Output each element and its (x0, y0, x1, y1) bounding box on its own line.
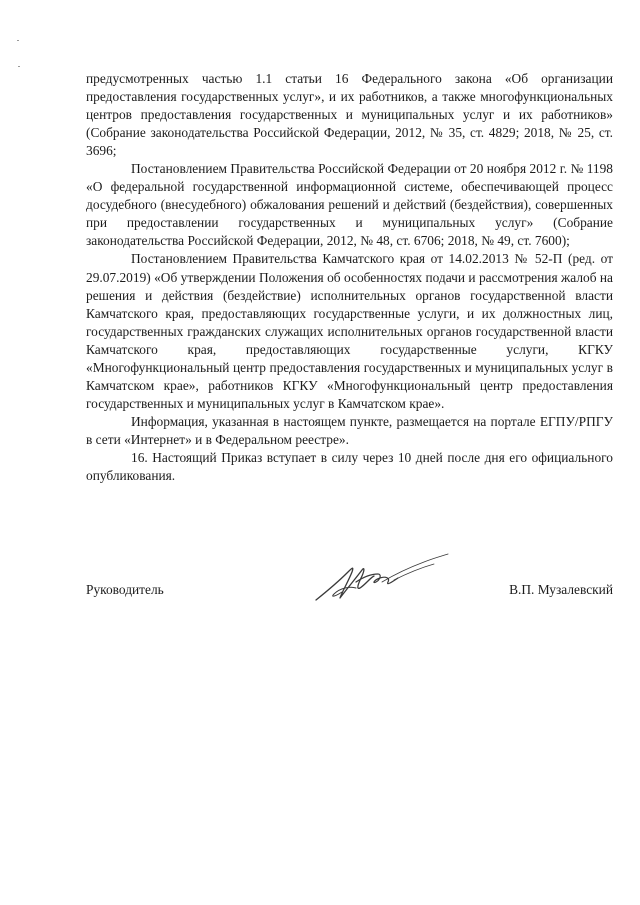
paragraph-entry-into-force: 16. Настоящий Приказ вступает в силу через 10 дней после дня его официального опубликования. (86, 449, 613, 484)
paragraph-continuation: предусмотренных частью 1.1 статьи 16 Федерального закона «Об организации предоставления государственных услуг», и их работников, а также многофункциональных центров предоставления государственных и муниципальных услуг и их работников» (Собрание законодательства Российской Федерации, 2012, № 35, ст. 4829; 2018, № 25, ст. 3696; (86, 71, 613, 159)
scan-mark (18, 66, 20, 67)
signature-block (86, 552, 613, 612)
scan-mark (17, 40, 19, 41)
paragraph-kamchatka-government-decree: Постановлением Правительства Камчатского края от 14.02.2013 № 52-П (ред. от 29.07.2019) «Об утверждении Положения об особенностях подачи и рассмотрения жалоб на решения и действия (бездействие) исполнительных органов государственной власти Камчатского края, предоставляющих государственные услуги, и их должностных лиц, государственных гражданских служащих исполнительных органов государственной власти Камчатского края, предоставляющих государственные услуги, КГКУ «Многофункциональный центр предоставления государственных и муниципальных услуг в Камчатском крае», работников КГКУ «Многофункциональный центр предоставления государственных и муниципальных услуг в Камчатском крае». (86, 251, 613, 411)
signatory-position: Руководитель (86, 582, 164, 597)
paragraph-information-placement: Информация, указанная в настоящем пункте, размещается на портале ЕГПУ/РПГУ в сети «Интернет» и в Федеральном реестре». (86, 413, 613, 447)
handwritten-signature (312, 552, 452, 612)
document-body (86, 70, 613, 485)
paragraph-rf-government-decree: Постановлением Правительства Российской Федерации от 20 ноября 2012 г. № 1198 «О федеральной государственной информационной системе, обеспечивающей процесс досудебного (внесудебного) обжалования решений и действий (бездействия), совершенных при предоставлении государственных и муниципальных услуг» (Собрание законодательства Российской Федерации, 2012, № 48, ст. 6706; 2018, № 49, ст. 7600); (86, 161, 613, 249)
signatory-name: В.П. Музалевский (509, 582, 613, 597)
